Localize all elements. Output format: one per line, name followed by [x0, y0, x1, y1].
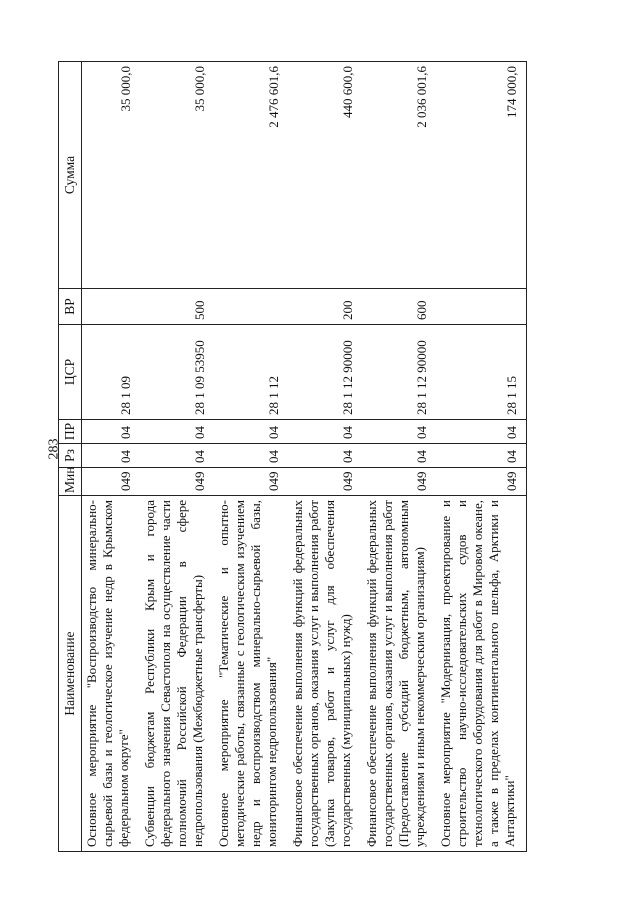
cell-name: Субвенции бюджетам Республики Крым и города федерального значения Севастополя на осуществление части полномочий Российской Федерации в сфере недропользования (Межбюджетные трансферты): [140, 496, 214, 852]
cell-csr: 28 1 15: [436, 325, 527, 420]
cell-min: 049: [362, 468, 436, 496]
cell-vr: [214, 289, 288, 325]
cell-sum: 2 476 601,6: [214, 62, 288, 289]
rotated-table-container: [58, 62, 578, 852]
budget-table: [58, 61, 527, 852]
cell-csr: 28 1 12: [214, 325, 288, 420]
header-min: Мин: [59, 468, 82, 496]
cell-name: Основное мероприятие "Воспроизводство минерально-сырьевой базы и геологическое изучение недр в Крымском федеральном округе": [82, 496, 141, 852]
cell-min: 049: [214, 468, 288, 496]
cell-sum: 35 000,0: [82, 62, 141, 289]
header-pr: ПР: [59, 420, 82, 444]
cell-rz: 04: [82, 444, 141, 468]
cell-vr: [82, 289, 141, 325]
cell-vr: 600: [362, 289, 436, 325]
cell-csr: 28 1 09: [82, 325, 141, 420]
cell-csr: 28 1 12 90000: [288, 325, 362, 420]
cell-min: 049: [436, 468, 527, 496]
cell-rz: 04: [362, 444, 436, 468]
table-row: [288, 62, 362, 852]
cell-min: 049: [82, 468, 141, 496]
cell-vr: 500: [140, 289, 214, 325]
cell-pr: 04: [436, 420, 527, 444]
header-rz: Рз: [59, 444, 82, 468]
cell-min: 049: [140, 468, 214, 496]
cell-vr: 200: [288, 289, 362, 325]
cell-name: Основное мероприятие "Модернизация, проектирование и строительство научно-исследовательских судов и технологического оборудования для работ в Мировом океане, а также в пределах континентального шельфа, Арктики и Антарктики": [436, 496, 527, 852]
table-row: [214, 62, 288, 852]
cell-pr: 04: [82, 420, 141, 444]
cell-pr: 04: [140, 420, 214, 444]
table-header-row: [59, 62, 82, 852]
table-row: [140, 62, 214, 852]
cell-vr: [436, 289, 527, 325]
cell-sum: 174 000,0: [436, 62, 527, 289]
cell-sum: 2 036 001,6: [362, 62, 436, 289]
cell-pr: 04: [362, 420, 436, 444]
table-row: [362, 62, 436, 852]
header-name: Наименование: [59, 496, 82, 852]
cell-rz: 04: [140, 444, 214, 468]
header-vr: ВР: [59, 289, 82, 325]
cell-pr: 04: [288, 420, 362, 444]
cell-rz: 04: [436, 444, 527, 468]
page-number: 283: [46, 438, 62, 460]
cell-sum: 35 000,0: [140, 62, 214, 289]
cell-csr: 28 1 09 53950: [140, 325, 214, 420]
cell-min: 049: [288, 468, 362, 496]
cell-name: Финансовое обеспечение выполнения функций федеральных государственных органов, оказания услуг и выполнения работ (Закупка товаров, работ и услуг для обеспечения государственных (муниципальных) нужд): [288, 496, 362, 852]
header-csr: ЦСР: [59, 325, 82, 420]
cell-csr: 28 1 12 90000: [362, 325, 436, 420]
cell-sum: 440 600,0: [288, 62, 362, 289]
header-sum: Сумма: [59, 62, 82, 289]
cell-pr: 04: [214, 420, 288, 444]
cell-rz: 04: [214, 444, 288, 468]
cell-name: Финансовое обеспечение выполнения функций федеральных государственных органов, оказания услуг и выполнения работ (Предоставление субсидий бюджетным, автономным учреждениям и иным некоммерческим организациям): [362, 496, 436, 852]
table-row: [82, 62, 141, 852]
table-row: [436, 62, 527, 852]
cell-name: Основное мероприятие "Тематические и опытно-методические работы, связанные с геологическим изучением недр и воспроизводством минерально-сырьевой базы, мониторингом недропользования": [214, 496, 288, 852]
cell-rz: 04: [288, 444, 362, 468]
